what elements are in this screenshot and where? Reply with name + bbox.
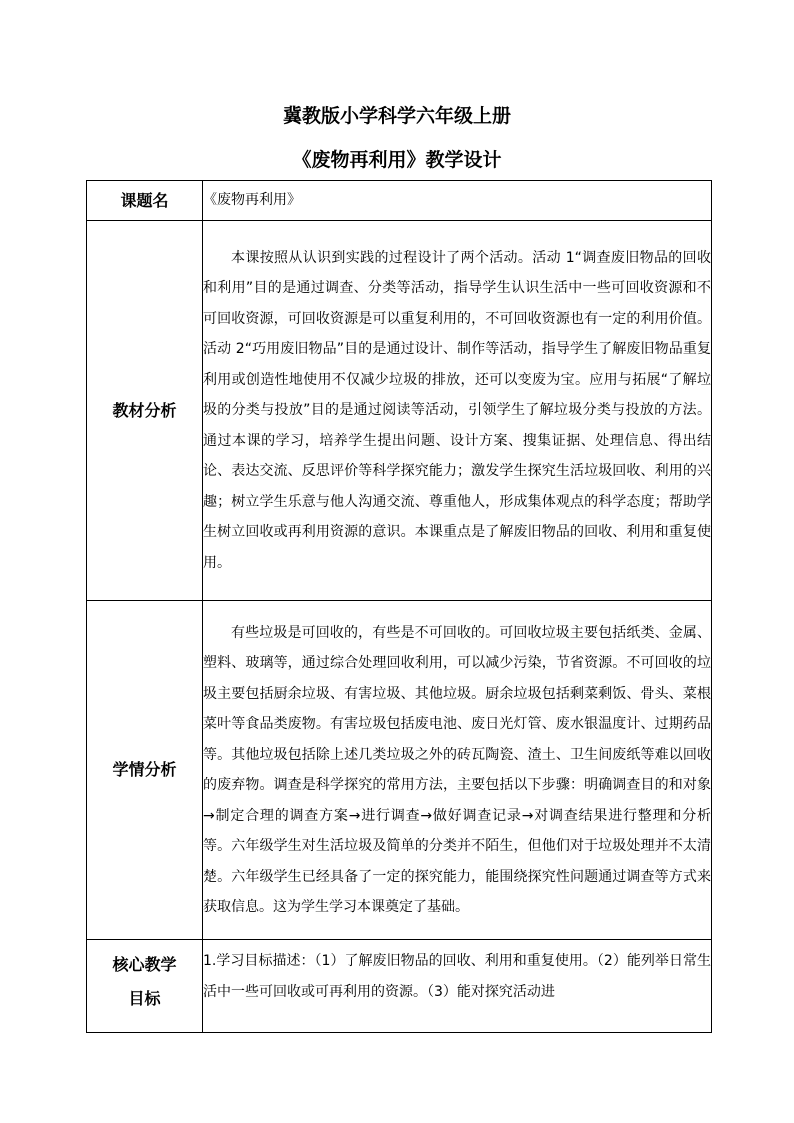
row-content-core-goals: [203, 940, 712, 1033]
material-analysis-text: 本课按照从认识到实践的过程设计了两个活动。活动 1“调查废旧物品的回收和利用”目的是通过调查、分类等活动，指导学生认识生活中一些可回收资源和不可回收资源，可回收资源是可以重复利用的，不可回收资源也有一定的利用价值。活动 2“巧用废旧物品”目的是通过设计、制作等活动，指导学生了解废旧物品重复利用或创造性地使用不仅减少垃圾的排放，还可以变废为宝。应用与拓展“了解垃圾的分类与投放”目的是通过阅读等活动，引领学生了解垃圾分类与投放的方法。通过本课的学习，培养学生提出问题、设计方案、搜集证据、处理信息、得出结论、表达交流、反思评价等科学探究能力；激发学生探究生活垃圾回收、利用的兴趣；树立学生乐意与他人沟通交流、尊重他人，形成集体观点的科学态度；帮助学生树立回收或再利用资源的意识。本课重点是了解废旧物品的回收、利用和重复使用。: [203, 249, 711, 571]
table-row-material-analysis: [87, 221, 712, 601]
row-label-material-analysis: 教材分析: [87, 221, 203, 601]
table-row-core-goals: [87, 940, 712, 1033]
row-content-student-analysis: [203, 601, 712, 940]
table-row-topic: [87, 181, 712, 221]
row-content-material-analysis: [203, 221, 712, 601]
row-label-core-goals-line1: 核心教学: [112, 955, 177, 974]
row-content-topic: [203, 181, 712, 221]
row-label-student-analysis: 学情分析: [87, 601, 203, 940]
row-label-core-goals-line2: 目标: [128, 989, 161, 1008]
student-analysis-text: 有些垃圾是可回收的，有些是不可回收的。可回收垃圾主要包括纸类、金属、塑料、玻璃等，通过综合处理回收利用，可以减少污染，节省资源。不可回收的垃圾主要包括厨余垃圾、有害垃圾、其他垃圾。厨余垃圾包括剩菜剩饭、骨头、菜根菜叶等食品类废物。有害垃圾包括废电池、废日光灯管、废水银温度计、过期药品等。其他垃圾包括除上述几类垃圾之外的砖瓦陶瓷、渣土、卫生间废纸等难以回收的废弃物。调查是科学探究的常用方法，主要包括以下步骤：明确调查目的和对象→制定合理的调查方案→进行调查→做好调查记录→对调查结果进行整理和分析等。六年级学生对生活垃圾及简单的分类并不陌生，但他们对于垃圾处理并不太清楚。六年级学生已经具备了一定的探究能力，能围绕探究性问题通过调查等方式来获取信息。这为学生学习本课奠定了基础。: [203, 624, 711, 915]
row-label-core-goals: [87, 940, 203, 1033]
core-goals-text: 1.学习目标描述：（1）了解废旧物品的回收、利用和重复使用。（2）能列举日常生活中一些可回收或可再利用的资源。（3）能对探究活动进: [203, 953, 711, 1000]
topic-text: 《废物再利用》: [203, 192, 301, 209]
row-label-topic: 课题名: [87, 181, 203, 221]
document-subtitle: 《废物再利用》教学设计: [292, 149, 502, 171]
table-row-student-analysis: [87, 601, 712, 940]
lesson-plan-table: [86, 180, 712, 1033]
document-title: 冀教版小学科学六年级上册: [282, 105, 511, 127]
